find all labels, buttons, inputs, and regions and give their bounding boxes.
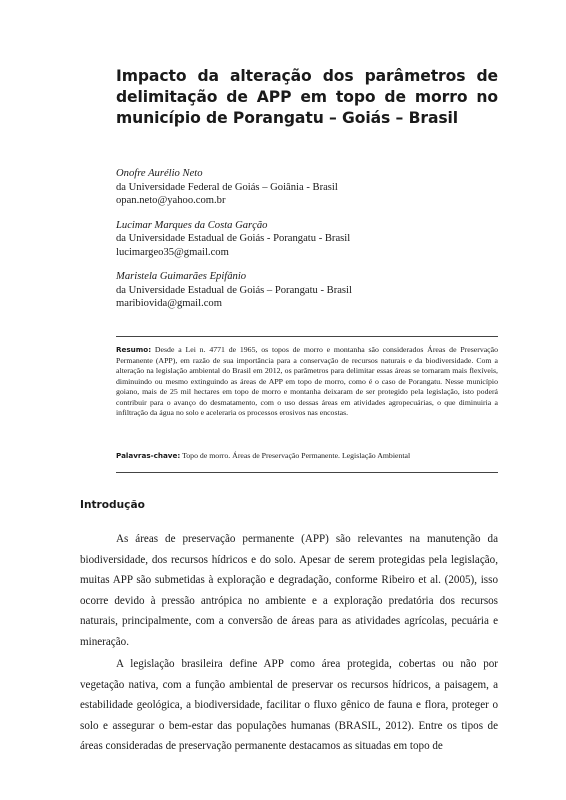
- author-email: maribiovida@gmail.com: [116, 298, 222, 309]
- section-heading: Introdução: [80, 499, 145, 511]
- author-block: [116, 270, 498, 311]
- abstract: [116, 345, 498, 419]
- abstract-text: Desde a Lei n. 4771 de 1965, os topos de morro e montanha são considerados Áreas de Preservação Permanente (APP), em razão de sua importância para a conservação de recursos naturais e da biodiversidade. Com a alteração na legislação ambiental do Brasil em 2012, os parâmetros para delimitar essas áreas se tornaram mais flexíveis, diminuindo ou mesmo extinguindo as áreas de APP em topo de morro, como é o caso de Porangatu. Nesse município goiano, mais de 25 mil hectares em topo de morro e montanha deixaram de ser protegido pela legislação, isto poderá contribuir para o avanço do desmatamento, com o uso dessas áreas em atividades agropecuárias, o que diminuiria a infiltração da água no solo e aceleraria os processos erosivos nas encostas.: [116, 345, 498, 417]
- author-block: [116, 167, 498, 208]
- author-list: [116, 167, 498, 322]
- keywords-label: Palavras-chave:: [116, 451, 181, 460]
- keywords-text: Topo de morro. Áreas de Preservação Permanente. Legislação Ambiental: [182, 451, 411, 460]
- author-email: opan.neto@yahoo.com.br: [116, 195, 226, 206]
- author-block: [116, 219, 498, 260]
- author-affiliation: da Universidade Estadual de Goiás – Porangatu - Brasil: [116, 284, 352, 296]
- paper-title: Impacto da alteração dos parâmetros de delimitação de APP em topo de morro no município de Porangatu – Goiás – Brasil: [116, 67, 498, 127]
- author-email: lucimargeo35@gmail.com: [116, 246, 229, 258]
- abstract-label: Resumo:: [116, 345, 152, 354]
- body-text: [80, 529, 498, 759]
- author-name: Maristela Guimarães Epifânio: [116, 271, 247, 282]
- author-name: Onofre Aurélio Neto: [116, 168, 203, 179]
- keywords: [116, 451, 498, 462]
- author-name: Lucimar Marques da Costa Garção: [116, 219, 268, 231]
- top-divider: [116, 336, 498, 337]
- paragraph: A legislação brasileira define APP como área protegida, cobertas ou não por vegetação nativa, com a função ambiental de preservar os recursos hídricos, a paisagem, a estabilidade geológica, a biodiversidade, facilitar o fluxo gênico de fauna e flora, proteger o solo e assegurar o bem-estar das populações humanas (BRASIL, 2012). Entre os tipos de áreas consideradas de preservação permanente destacamos as situadas em topo de: [80, 658, 498, 752]
- paragraph: As áreas de preservação permanente (APP) são relevantes na manutenção da biodiversidade, dos recursos hídricos e do solo. Apesar de serem protegidas pela legislação, muitas APP são submetidas à exploração e degradação, conforme Ribeiro et al. (2005), isso ocorre devido à pressão antrópica no ambiente e a exploração predatória dos recursos naturais, principalmente, com a conversão de áreas para as atividades agrícolas, pecuária e mineração.: [80, 533, 498, 648]
- author-affiliation: da Universidade Estadual de Goiás - Porangatu - Brasil: [116, 233, 351, 244]
- bottom-divider: [116, 472, 498, 473]
- author-affiliation: da Universidade Federal de Goiás – Goiânia - Brasil: [116, 181, 338, 193]
